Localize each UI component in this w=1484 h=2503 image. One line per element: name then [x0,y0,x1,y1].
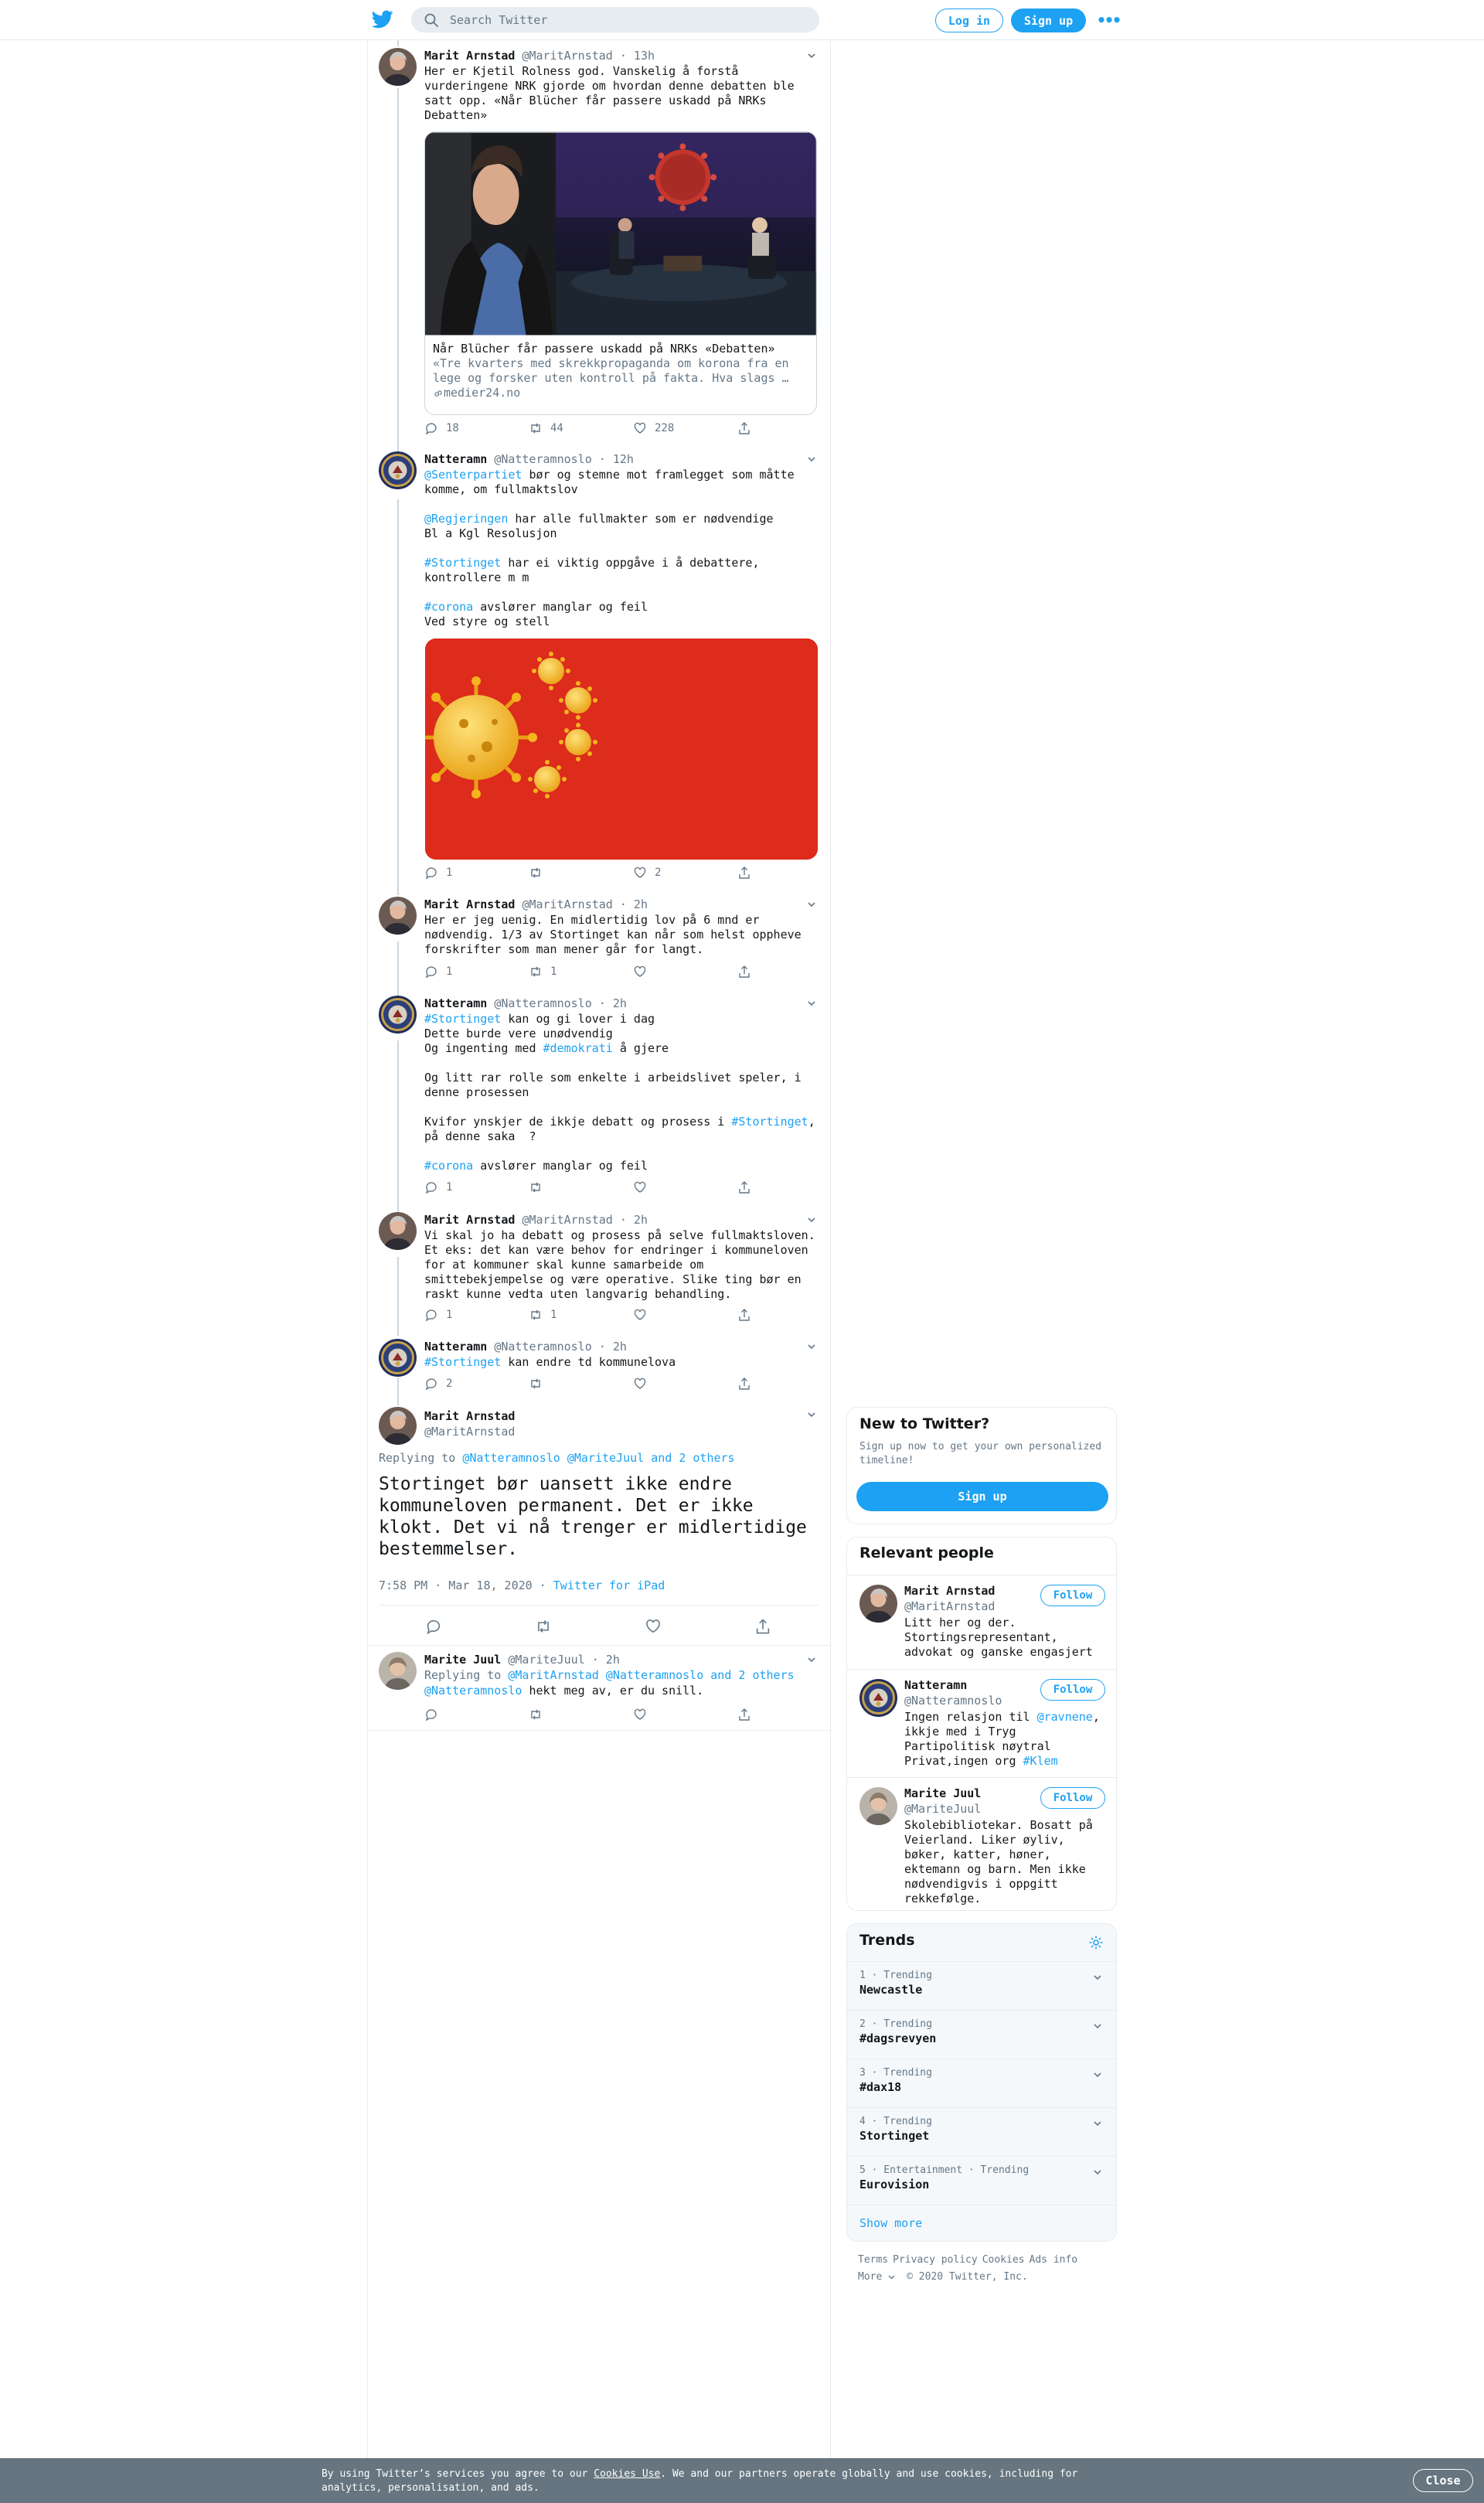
replying-to-links[interactable]: @Natteramnoslo @MariteJuul and 2 others [462,1451,735,1465]
trends-panel [846,1923,1117,2242]
trend-name[interactable]: Stortinget [859,2129,930,2143]
retweet-icon [529,1180,543,1194]
tweet-text: #corona avslører manglar og feil [424,1159,648,1173]
trend-name[interactable]: Eurovision [859,2178,930,2191]
heart-icon [633,866,647,880]
timestamp[interactable]: 7:58 PM · Mar 18, 2020 [379,1578,533,1592]
retweet-button[interactable] [535,1618,560,1635]
avatar[interactable] [859,1585,897,1623]
person-name[interactable]: Marit Arnstad [904,1584,996,1598]
person-card[interactable] [847,1575,1116,1669]
link-card[interactable] [424,131,817,415]
reply-icon [424,866,438,880]
tweet-time[interactable]: · 2h [619,1213,648,1227]
author-handle[interactable]: @MaritArnstad [522,1213,613,1227]
sidebar-signup-button[interactable]: Sign up [856,1482,1108,1511]
person-handle[interactable]: @Natteramnoslo [904,1694,1002,1708]
tweet[interactable] [379,996,819,1206]
author-name[interactable]: Marite Juul [424,1653,502,1667]
hashtag-link[interactable]: #Stortinget [731,1115,808,1129]
reply-icon [424,1708,438,1721]
person-name[interactable]: Natteramn [904,1678,968,1692]
mention-link[interactable]: @Regjeringen [424,512,509,526]
retweet-icon [529,866,543,880]
chevron-down-icon[interactable] [1091,2117,1104,2130]
divider [367,1645,831,1646]
trend-name[interactable]: #dagsrevyen [859,2031,937,2045]
tweet-time[interactable]: · 12h [598,452,634,466]
top-navigation-bar [0,0,1484,40]
avatar[interactable] [379,1407,417,1445]
tweet-text: Her er Kjetil Rolness god. Vanskelig å forstå vurderingene NRK gjorde om hvordan denne debatten ble satt opp. «Når Blücher får passere uskadd på NRKs Debatten» [424,64,802,122]
show-more-link[interactable]: Show more [847,2205,1116,2242]
reply-button[interactable]: 1 [424,965,452,979]
chevron-down-icon[interactable] [805,453,818,465]
retweet-button[interactable]: 1 [529,965,556,979]
author-handle[interactable]: @MaritArnstad [522,897,613,911]
more-dots-icon[interactable]: ••• [1096,11,1121,29]
chevron-down-icon [887,2273,896,2281]
tweet-actions [424,1308,757,1323]
share-icon [737,1308,751,1322]
tweet-time[interactable]: · 2h [619,897,648,911]
hashtag-link[interactable]: #corona [424,1159,474,1173]
avatar[interactable] [379,897,417,935]
author-name[interactable]: Natteramn [424,452,488,466]
share-button[interactable] [737,965,759,979]
share-button[interactable] [737,866,759,880]
reply-button[interactable]: 1 [424,1308,452,1322]
card-image [425,132,816,335]
share-button[interactable] [737,1180,759,1194]
thread-line [397,40,399,46]
person-bio: Skolebibliotekar. Bosatt på Veierland. Liker øyliv, bøker, katter, høner, ektemann og barn. Men ikke nødvendigvis i oppgitt rekkefølge. [904,1818,1093,1905]
chevron-down-icon[interactable] [805,997,818,1010]
share-icon [737,866,751,880]
tweet-text: #Stortinget kan endre td kommunelova [424,1355,676,1369]
retweet-icon [529,965,543,979]
tweet-time[interactable]: · 2h [598,1340,627,1354]
panel-title: Trends [859,1932,915,1949]
author-name[interactable]: Marit Arnstad [424,49,516,63]
person-handle[interactable]: @MaritArnstad [904,1599,996,1613]
tweet-time[interactable]: · 2h [591,1653,620,1667]
replying-to: Replying to @MaritArnstad @Natteramnoslo and 2 others [424,1668,795,1682]
reply-icon [424,421,438,435]
like-button[interactable] [645,1618,669,1635]
avatar[interactable] [859,1679,897,1717]
person-card[interactable] [847,1777,1116,1911]
follow-button[interactable]: Follow [1040,1679,1105,1701]
reply-button[interactable]: 2 [424,1377,452,1391]
chevron-down-icon[interactable] [805,1214,818,1226]
reply-icon [424,1377,438,1391]
like-button[interactable]: 228 [633,421,674,435]
gear-icon[interactable] [1088,1935,1104,1950]
author-name[interactable]: Marit Arnstad [424,1213,516,1227]
card-title: Når Blücher får passere uskadd på NRKs «Debatten» [433,342,775,356]
retweet-button[interactable]: 1 [529,1308,556,1322]
retweet-icon [529,1308,543,1322]
focused-tweet-actions [425,1618,788,1633]
avatar[interactable] [379,1212,417,1250]
chevron-down-icon[interactable] [805,1340,818,1353]
footer-link-privacy[interactable]: Privacy policy [893,2254,978,2266]
hashtag-link[interactable]: #Stortinget [424,556,502,570]
tweet-image[interactable] [425,639,818,860]
tweet-actions [424,1708,757,1723]
like-button[interactable] [633,1708,655,1721]
new-to-twitter-panel [846,1407,1117,1524]
trend-meta: 3 · Trending [859,2067,932,2079]
retweet-icon [529,1377,543,1391]
cookie-close-button[interactable]: Close [1413,2469,1473,2492]
tweet-text: @Regjeringen har alle fullmakter som er nødvendige Bl a Kgl Resolusjon [424,512,774,540]
footer-more-button[interactable]: More [858,2271,896,2283]
retweet-button[interactable] [529,866,550,880]
avatar[interactable] [859,1787,897,1825]
author-handle[interactable]: @MariteJuul [508,1653,585,1667]
panel-description: Sign up now to get your own personalized timeline! [859,1441,1102,1466]
author-name[interactable]: Marit Arnstad [424,897,516,911]
cookie-banner [0,2458,1484,2503]
reply-icon [424,965,438,979]
retweet-icon [529,421,543,435]
tweet-timestamp: 7:58 PM · Mar 18, 2020 · Twitter for iPad [379,1578,665,1592]
retweet-icon [529,1708,543,1721]
share-button[interactable] [737,421,759,435]
card-url: medier24.no [444,386,521,400]
search-icon [424,12,439,28]
person-name[interactable]: Marite Juul [904,1786,982,1800]
author-handle[interactable]: @Natteramnoslo [494,1340,592,1354]
divider [379,1605,819,1606]
reply-icon [424,1180,438,1194]
trend-name[interactable]: Newcastle [859,1983,923,1997]
chevron-down-icon[interactable] [805,1408,818,1421]
like-button[interactable]: 2 [633,866,661,880]
author-name[interactable]: Natteramn [424,996,488,1010]
chevron-down-icon[interactable] [805,1653,818,1666]
author-handle[interactable]: @Natteramnoslo [494,996,592,1010]
trend-item[interactable] [847,1961,1116,2010]
tweet-text: @Senterpartiet bør og stemne mot framlegget som måtte komme, om fullmaktslov [424,468,802,496]
retweet-button[interactable] [529,1180,550,1194]
chevron-down-icon[interactable] [1091,2069,1104,2081]
search-box[interactable] [411,7,819,32]
mention-link[interactable]: @ravnene [1036,1710,1093,1724]
tweet-text: #corona avslører manglar og feil Ved styre og stell [424,600,648,628]
like-button[interactable] [633,1180,655,1194]
hashtag-link[interactable]: #Stortinget [424,1355,502,1369]
share-button[interactable] [737,1377,759,1391]
trend-item[interactable] [847,2059,1116,2107]
chevron-down-icon[interactable] [1091,2166,1104,2178]
portrait-image [425,132,556,335]
tweet-time[interactable]: · 2h [598,996,627,1010]
reply-button[interactable] [424,1708,446,1721]
retweet-button[interactable] [529,1708,550,1721]
tweet-actions [424,1180,757,1196]
share-icon [737,1180,751,1194]
share-icon [737,965,751,979]
trend-name[interactable]: #dax18 [859,2080,902,2094]
mention-link[interactable]: @Senterpartiet [424,468,522,482]
author-name[interactable]: Natteramn [424,1340,488,1354]
avatar[interactable] [379,48,417,86]
replying-to: Replying to @Natteramnoslo @MariteJuul and 2 others [379,1451,735,1465]
login-button[interactable]: Log in [935,9,1003,32]
virus-flag-image [425,639,818,860]
tweet-actions [424,1377,757,1392]
trend-meta: 4 · Trending [859,2116,932,2127]
card-description: «Tre kvarters med skrekkpropaganda om korona fra en lege og forsker uten kontroll på fakta. Hva slags … [433,356,789,385]
heart-icon [633,421,647,435]
share-button[interactable] [754,1618,779,1635]
tweet-text: Vi skal jo ha debatt og prosess på selve fullmaktsloven. Et eks: det kan være behov for endringer i kommuneloven for at kommuner skal kunne samarbeide om smittebekjempelse og være operative. Slike ting bør en raskt kunne vedta uten langvarig behandling. [424,1228,822,1301]
like-button[interactable] [633,1377,655,1391]
replying-to-links[interactable]: @MaritArnstad @Natteramnoslo and 2 others [508,1668,795,1682]
reply-icon [424,1308,438,1322]
hashtag-link[interactable]: #demokrati [543,1041,613,1055]
mention-link[interactable]: @Natteramnoslo [424,1684,522,1698]
reply-icon [425,1618,442,1635]
trend-meta: 5 · Entertainment · Trending [859,2164,1030,2176]
copyright: © 2020 Twitter, Inc. [907,2271,1028,2283]
author-handle[interactable]: @MaritArnstad [424,1425,516,1439]
author-name[interactable]: Marit Arnstad [424,1409,516,1423]
reply-button[interactable]: 1 [424,1180,452,1194]
trend-item[interactable] [847,2156,1116,2205]
retweet-button[interactable] [529,1377,550,1391]
avatar[interactable] [379,1339,417,1377]
link-icon [433,388,444,399]
divider [367,1730,831,1731]
cookies-use-link[interactable]: Cookies Use [594,2468,661,2480]
heart-icon [633,965,647,979]
signup-button[interactable]: Sign up [1011,9,1086,32]
trend-item[interactable] [847,2010,1116,2059]
person-bio: Ingen relasjon til @ravnene, ikkje med i Tryg Partipolitisk nøytral Privat,ingen org #Klem [904,1710,1100,1768]
tweet-text: Her er jeg uenig. En midlertidig lov på 6 mnd er nødvendig. 1/3 av Stortinget kan når som helst oppheve forskrifter som man mener går for langt. [424,913,808,956]
trend-item[interactable] [847,2107,1116,2156]
avatar[interactable] [379,1652,417,1690]
chevron-down-icon[interactable] [805,898,818,911]
heart-icon [633,1708,647,1721]
chevron-down-icon[interactable] [805,49,818,62]
panel-title: Relevant people [859,1544,994,1561]
cookie-text: By using Twitter’s services you agree to our Cookies Use. We and our partners operate globally and use cookies, including for analytics, personalisation, and ads. [322,2468,1078,2494]
share-button[interactable] [737,1708,759,1721]
tweet-time[interactable]: · 13h [619,49,655,63]
hashtag-link[interactable]: #corona [424,600,474,614]
share-icon [754,1618,771,1635]
share-icon [737,1377,751,1391]
source-link[interactable]: Twitter for iPad [553,1578,665,1592]
tweet-text: Kvifor ynskjer de ikkje debatt og prosess i #Stortinget, på denne saka ? [424,1115,815,1143]
focused-tweet[interactable] [379,1407,819,1639]
chevron-down-icon[interactable] [1091,2020,1104,2032]
hashtag-link[interactable]: #Klem [1023,1754,1058,1768]
avatar[interactable] [379,996,417,1034]
tweet-text: #Stortinget har ei viktig oppgåve i å debattere, kontrollere m m [424,556,767,584]
heart-icon [633,1308,647,1322]
heart-icon [645,1618,662,1635]
person-handle[interactable]: @MariteJuul [904,1802,982,1816]
heart-icon [633,1180,647,1194]
tweet-text: @Natteramnoslo hekt meg av, er du snill. [424,1684,704,1698]
reply-button[interactable]: 18 [424,421,459,435]
sidebar-footer [858,2252,1082,2286]
tweet-text: Og litt rar rolle som enkelte i arbeidslivet speler, i denne prosessen [424,1071,808,1099]
footer-link-terms[interactable]: Terms [858,2254,889,2266]
tweet-actions [424,965,757,980]
tweet-text: #Stortinget kan og gi lover i dag Dette burde vere unødvendig Og ingenting med #demokrati å gjere [424,1012,669,1055]
person-card[interactable] [847,1669,1116,1777]
hashtag-link[interactable]: #Stortinget [424,1012,502,1026]
like-button[interactable] [633,1308,655,1322]
tweet-actions [424,866,757,881]
focused-tweet-text: Stortinget bør uansett ikke endre kommuneloven permanent. Det er ikke klokt. Det vi nå trenger er midlertidige bestemmelser. [379,1474,807,1559]
footer-link-cookies[interactable]: Cookies [982,2254,1025,2266]
reply-button[interactable]: 1 [424,866,452,880]
heart-icon [633,1377,647,1391]
twitter-bird-icon[interactable] [372,10,393,29]
chevron-down-icon[interactable] [1091,1971,1104,1984]
share-icon [737,421,751,435]
person-bio: Litt her og der. Stortingsrepresentant, advokat og ganske engasjert [904,1616,1093,1659]
retweet-button[interactable]: 44 [529,421,563,435]
footer-link-ads[interactable]: Ads info [1029,2254,1078,2266]
panel-title: New to Twitter? [859,1415,990,1432]
share-icon [737,1708,751,1721]
search-input[interactable] [450,13,774,27]
like-button[interactable] [633,965,655,979]
avatar[interactable] [379,451,417,489]
follow-button[interactable]: Follow [1040,1787,1105,1809]
reply-button[interactable] [425,1618,450,1635]
retweet-icon [535,1618,552,1635]
trend-meta: 2 · Trending [859,2018,932,2030]
follow-button[interactable]: Follow [1040,1585,1105,1606]
trend-meta: 1 · Trending [859,1970,932,1981]
relevant-people-panel [846,1537,1117,1911]
share-button[interactable] [737,1308,759,1322]
tweet-actions [424,421,757,437]
author-handle[interactable]: @Natteramnoslo [494,452,592,466]
studio-image [556,132,816,335]
author-handle[interactable]: @MaritArnstad [522,49,613,63]
